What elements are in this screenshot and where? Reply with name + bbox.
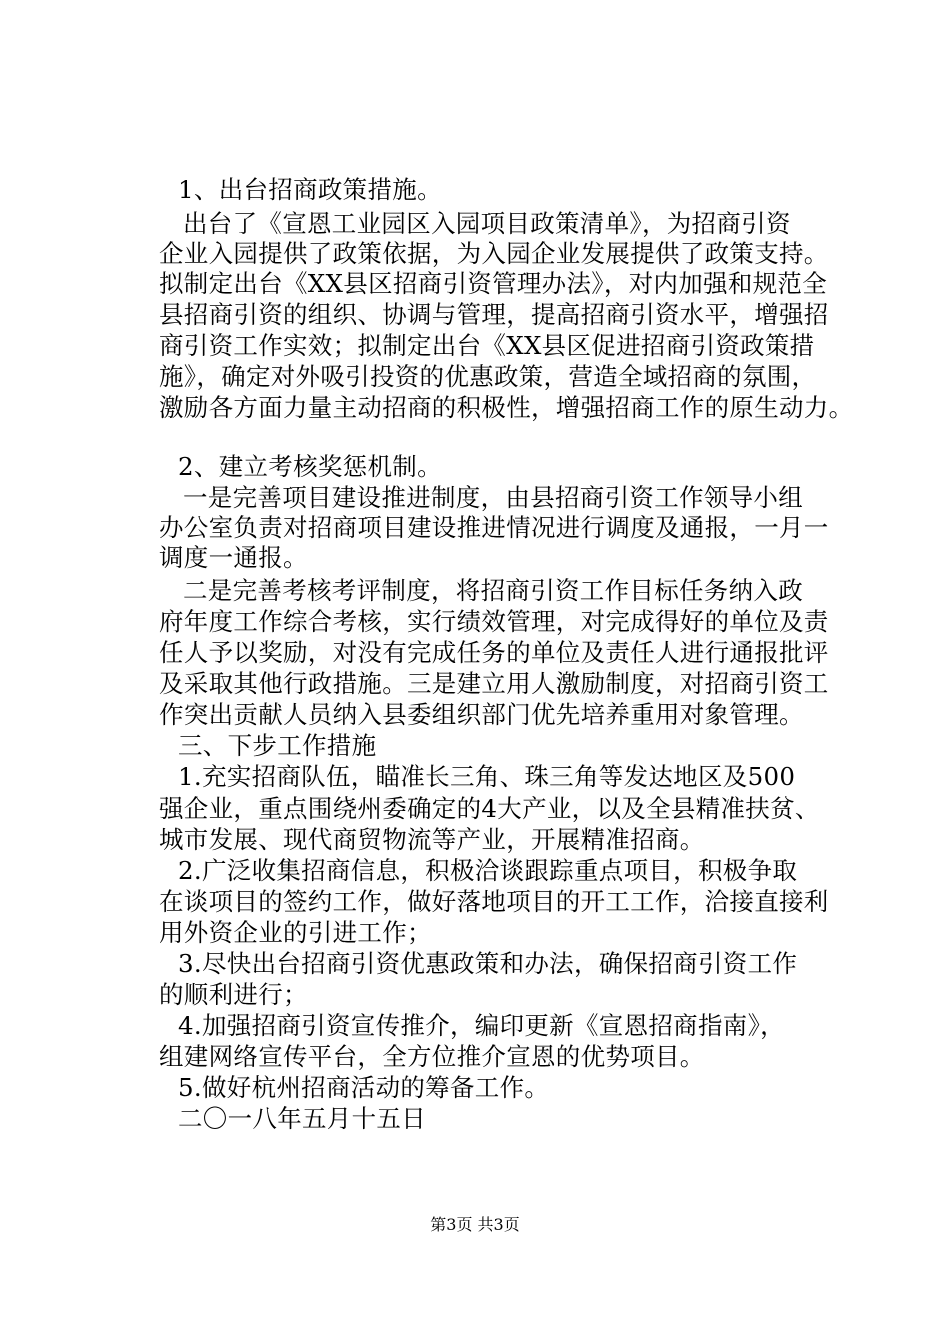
paragraph-line: 出台了《宣恩工业园区入园项目政策清单》，为招商引资 (183, 209, 791, 238)
heading-assessment-mechanism: 2、建立考核奖惩机制。 (178, 452, 442, 481)
paragraph-line: 激励各方面力量主动招商的积极性，增强招商工作的原生动力。 (159, 393, 854, 422)
section-heading-next-steps: 三、下步工作措施 (178, 731, 377, 760)
paragraph-line: 的顺利进行； (159, 980, 308, 1009)
paragraph-line: 施》，确定对外吸引投资的优惠政策，营造全域招商的氛围， (159, 362, 817, 391)
paragraph-line: 府年度工作综合考核，实行绩效管理，对完成得好的单位及责 (159, 607, 829, 636)
paragraph-line: 拟制定出台《XX县区招商引资管理办法》，对内加强和规范全 (159, 269, 828, 298)
list-item: 2.广泛收集招商信息，积极洽谈跟踪重点项目，积极争取 (178, 856, 798, 885)
paragraph-line: 用外资企业的引进工作； (159, 918, 432, 947)
list-item: 3.尽快出台招商引资优惠政策和办法，确保招商引资工作 (178, 949, 798, 978)
list-item: 5.做好杭州招商活动的筹备工作。 (178, 1073, 550, 1102)
paragraph-line: 城市发展、现代商贸物流等产业，开展精准招商。 (159, 825, 705, 854)
paragraph-line: 强企业，重点围绕州委确定的4大产业，以及全县精准扶贫、 (159, 794, 820, 823)
paragraph-line: 及采取其他行政措施。三是建立用人激励制度，对招商引资工 (159, 669, 829, 698)
paragraph-line: 作突出贡献人员纳入县委组织部门优先培养重用对象管理。 (159, 700, 804, 729)
paragraph-line: 一是完善项目建设推进制度，由县招商引资工作领导小组 (183, 483, 803, 512)
paragraph-line: 商引资工作实效；拟制定出台《XX县区促进招商引资政策措 (159, 331, 815, 360)
paragraph-line: 任人予以奖励，对没有完成任务的单位及责任人进行通报批评 (159, 638, 829, 667)
heading-policy-measures: 1、出台招商政策措施。 (178, 175, 442, 204)
list-item: 4.加强招商引资宣传推介，编印更新《宣恩招商指南》， (178, 1011, 785, 1040)
paragraph-line: 二是完善考核考评制度，将招商引资工作目标任务纳入政 (183, 576, 803, 605)
paragraph-line: 在谈项目的签约工作，做好落地项目的开工工作，洽接直接利 (159, 887, 829, 916)
list-item: 1.充实招商队伍，瞄准长三角、珠三角等发达地区及500 (178, 762, 796, 791)
document-date: 二〇一八年五月十五日 (178, 1104, 426, 1133)
page-number-footer: 第3页 共3页 (430, 1215, 520, 1234)
paragraph-line: 调度一通报。 (159, 543, 308, 572)
paragraph-line: 办公室负责对招商项目建设推进情况进行调度及通报，一月一 (159, 513, 829, 542)
paragraph-line: 县招商引资的组织、协调与管理，提高招商引资水平，增强招 (159, 300, 829, 329)
paragraph-line: 组建网络宣传平台，全方位推介宣恩的优势项目。 (159, 1042, 705, 1071)
paragraph-line: 企业入园提供了政策依据，为入园企业发展提供了政策支持。 (159, 239, 829, 268)
